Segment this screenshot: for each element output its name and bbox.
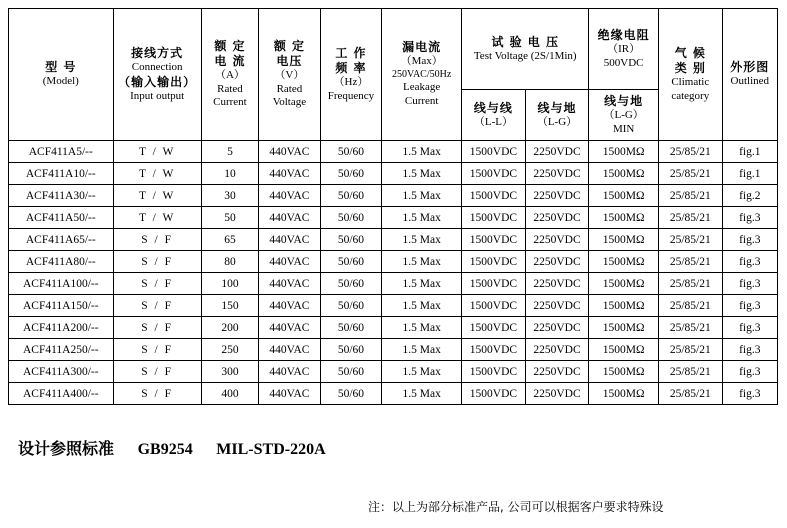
cell-climatic-category: 25/85/21 [659,317,723,339]
standard-mil: MIL-STD-220A [216,441,326,458]
cell-rated-voltage: 440VAC [259,339,321,361]
header-frequency-cn2: 频 率 [335,60,367,75]
cell-insulation-resistance: 1500MΩ [589,163,659,185]
cell-rated-voltage: 440VAC [259,251,321,273]
cell-outlined: fig.1 [722,163,777,185]
cell-frequency: 50/60 [320,163,382,185]
cell-test-voltage-ll: 1500VDC [462,273,526,295]
header-insulation-cn2: （IR） [607,42,641,55]
cell-test-voltage-ll: 1500VDC [462,141,526,163]
header-frequency-cn: 工 作 [335,45,367,60]
cell-leakage-current: 1.5 Max [382,141,462,163]
cell-test-voltage-ll: 1500VDC [462,185,526,207]
header-rated-current-cn: 额 定 [214,38,246,53]
header-frequency-unit: （Hz） [333,75,369,88]
header-rated-current-en: Rated [217,82,243,95]
cell-model: ACF411A300/-- [9,361,114,383]
cell-outlined: fig.3 [722,229,777,251]
cell-outlined: fig.3 [722,251,777,273]
cell-frequency: 50/60 [320,229,382,251]
cell-connection: S / F [113,229,201,251]
cell-frequency: 50/60 [320,383,382,405]
design-standard-label: 设计参照标准 [18,439,115,458]
cell-model: ACF411A250/-- [9,339,114,361]
cell-insulation-resistance: 1500MΩ [589,295,659,317]
header-ir-lg-en: （L-G） [603,108,644,121]
cell-frequency: 50/60 [320,251,382,273]
cell-climatic-category: 25/85/21 [659,361,723,383]
header-rated-voltage [259,9,321,141]
cell-test-voltage-lg: 2250VDC [525,295,589,317]
cell-leakage-current: 1.5 Max [382,273,462,295]
header-leakage-cn: 漏电流 [402,40,442,55]
header-insulation-lg [589,90,659,141]
cell-connection: T / W [113,141,201,163]
cell-climatic-category: 25/85/21 [659,295,723,317]
cell-climatic-category: 25/85/21 [659,185,723,207]
cell-rated-current: 65 [201,229,258,251]
header-outlined [722,9,777,141]
header-leakage-en2: Current [404,95,439,108]
table-row [9,163,778,185]
header-test-voltage-lg [525,90,589,141]
header-rated-voltage-en: Rated [276,82,303,95]
table-row [9,361,778,383]
cell-rated-voltage: 440VAC [259,207,321,229]
table-row [9,141,778,163]
table-body [9,141,778,405]
cell-outlined: fig.3 [722,339,777,361]
header-climatic-category [659,9,723,141]
header-leakage-current [382,9,462,141]
cell-test-voltage-lg: 2250VDC [525,185,589,207]
cell-connection: T / W [113,185,201,207]
cell-climatic-category: 25/85/21 [659,251,723,273]
cell-test-voltage-lg: 2250VDC [525,317,589,339]
cell-climatic-category: 25/85/21 [659,163,723,185]
cell-rated-current: 50 [201,207,258,229]
cell-outlined: fig.2 [722,185,777,207]
cell-rated-current: 80 [201,251,258,273]
cell-test-voltage-lg: 2250VDC [525,383,589,405]
cell-test-voltage-ll: 1500VDC [462,383,526,405]
cell-rated-current: 10 [201,163,258,185]
header-rated-voltage-cn2: 电压 [276,53,303,68]
cell-test-voltage-lg: 2250VDC [525,229,589,251]
cell-leakage-current: 1.5 Max [382,229,462,251]
cell-outlined: fig.3 [722,207,777,229]
cell-outlined: fig.1 [722,141,777,163]
cell-test-voltage-lg: 2250VDC [525,273,589,295]
header-ir-min: MIN [612,122,635,135]
cell-connection: S / F [113,251,201,273]
cell-frequency: 50/60 [320,207,382,229]
cell-model: ACF411A400/-- [9,383,114,405]
cell-model: ACF411A150/-- [9,295,114,317]
header-climatic-cn2: 类 别 [674,60,706,75]
cell-test-voltage-ll: 1500VDC [462,251,526,273]
header-rated-voltage-cn: 额 定 [273,38,305,53]
cell-rated-voltage: 440VAC [259,141,321,163]
cell-test-voltage-ll: 1500VDC [462,229,526,251]
cell-outlined: fig.3 [722,295,777,317]
table-row [9,273,778,295]
cell-climatic-category: 25/85/21 [659,229,723,251]
header-lg-en: （L-G） [536,115,578,128]
header-model-en: (Model) [42,75,79,88]
header-row-top [9,9,778,90]
cell-insulation-resistance: 1500MΩ [589,317,659,339]
cell-rated-current: 30 [201,185,258,207]
table-row [9,317,778,339]
cell-outlined: fig.3 [722,273,777,295]
cell-climatic-category: 25/85/21 [659,339,723,361]
cell-test-voltage-ll: 1500VDC [462,207,526,229]
cell-model: ACF411A100/-- [9,273,114,295]
header-outlined-en: Outlined [730,75,770,88]
cell-rated-voltage: 440VAC [259,383,321,405]
header-connection-cn: 接线方式 [131,45,184,60]
cell-climatic-category: 25/85/21 [659,383,723,405]
table-row [9,383,778,405]
cell-leakage-current: 1.5 Max [382,339,462,361]
cell-test-voltage-ll: 1500VDC [462,295,526,317]
header-model-cn: 型 号 [45,60,77,75]
cell-leakage-current: 1.5 Max [382,251,462,273]
cell-model: ACF411A30/-- [9,185,114,207]
cell-test-voltage-ll: 1500VDC [462,361,526,383]
cell-outlined: fig.3 [722,383,777,405]
cell-model: ACF411A50/-- [9,207,114,229]
cell-frequency: 50/60 [320,185,382,207]
cell-rated-current: 300 [201,361,258,383]
header-frequency-en: Frequency [327,89,375,102]
standard-gb: GB9254 [137,441,193,458]
cell-insulation-resistance: 1500MΩ [589,207,659,229]
cell-connection: S / F [113,339,201,361]
cell-model: ACF411A200/-- [9,317,114,339]
specification-table [8,8,778,405]
cell-leakage-current: 1.5 Max [382,295,462,317]
cell-leakage-current: 1.5 Max [382,317,462,339]
header-climatic-cn: 气 候 [674,45,706,60]
header-insulation-group [589,9,659,90]
table-row [9,185,778,207]
cell-rated-voltage: 440VAC [259,229,321,251]
cell-frequency: 50/60 [320,141,382,163]
table-row [9,229,778,251]
header-model [9,9,114,141]
cell-leakage-current: 1.5 Max [382,361,462,383]
cell-insulation-resistance: 1500MΩ [589,361,659,383]
header-insulation-cn: 绝缘电阻 [597,27,650,42]
cell-rated-voltage: 440VAC [259,317,321,339]
cell-rated-current: 200 [201,317,258,339]
cell-insulation-resistance: 1500MΩ [589,141,659,163]
cell-climatic-category: 25/85/21 [659,141,723,163]
cell-frequency: 50/60 [320,339,382,361]
header-ll-en: （L-L） [473,115,513,128]
cell-model: ACF411A5/-- [9,141,114,163]
cell-rated-voltage: 440VAC [259,185,321,207]
header-outlined-cn: 外形图 [730,60,770,75]
cell-test-voltage-lg: 2250VDC [525,361,589,383]
table-header [9,9,778,141]
cell-frequency: 50/60 [320,317,382,339]
cell-insulation-resistance: 1500MΩ [589,251,659,273]
cell-outlined: fig.3 [722,361,777,383]
cell-connection: T / W [113,207,201,229]
cell-rated-current: 100 [201,273,258,295]
cell-insulation-resistance: 1500MΩ [589,383,659,405]
cell-test-voltage-lg: 2250VDC [525,339,589,361]
cell-connection: S / F [113,273,201,295]
cell-rated-voltage: 440VAC [259,163,321,185]
cell-climatic-category: 25/85/21 [659,273,723,295]
cell-frequency: 50/60 [320,273,382,295]
cell-leakage-current: 1.5 Max [382,207,462,229]
header-connection-cn2: （输入输出） [118,74,197,89]
header-rated-voltage-en2: Voltage [272,96,307,109]
cell-outlined: fig.3 [722,317,777,339]
cell-connection: S / F [113,383,201,405]
cell-test-voltage-ll: 1500VDC [462,163,526,185]
cell-insulation-resistance: 1500MΩ [589,185,659,207]
cell-model: ACF411A10/-- [9,163,114,185]
cell-leakage-current: 1.5 Max [382,383,462,405]
cell-frequency: 50/60 [320,295,382,317]
cell-connection: T / W [113,163,201,185]
cell-climatic-category: 25/85/21 [659,207,723,229]
header-frequency [320,9,382,141]
header-rated-current [201,9,258,141]
header-rated-current-cn2: 电 流 [214,53,246,68]
cell-insulation-resistance: 1500MΩ [589,273,659,295]
header-rated-current-en2: Current [213,96,247,109]
cell-rated-voltage: 440VAC [259,295,321,317]
header-connection-en2: Input output [130,89,185,102]
footnote: 注：以上为部分标准产品, 公司可以根据客户要求特殊设 [368,500,664,514]
table-row [9,339,778,361]
cell-test-voltage-ll: 1500VDC [462,339,526,361]
header-leakage-en: Leakage [403,81,441,94]
cell-rated-voltage: 440VAC [259,361,321,383]
header-leakage-condition: 250VAC/50Hz [392,68,452,80]
table-row [9,207,778,229]
cell-test-voltage-lg: 2250VDC [525,141,589,163]
cell-test-voltage-lg: 2250VDC [525,163,589,185]
cell-test-voltage-ll: 1500VDC [462,317,526,339]
cell-rated-current: 250 [201,339,258,361]
table-row [9,295,778,317]
table-row [9,251,778,273]
cell-connection: S / F [113,317,201,339]
header-lg-cn: 线与地 [537,100,577,115]
header-connection-en: Connection [131,60,183,73]
header-rated-current-unit: （A） [214,68,245,81]
header-climatic-en: Climatic [671,75,710,88]
cell-frequency: 50/60 [320,361,382,383]
cell-test-voltage-lg: 2250VDC [525,207,589,229]
header-test-voltage-cn: 试 验 电 压 [491,34,559,49]
spec-sheet-page [0,8,787,528]
cell-connection: S / F [113,361,201,383]
cell-insulation-resistance: 1500MΩ [589,339,659,361]
design-standard-line [18,436,326,459]
header-leakage-unit: （Max） [400,55,443,68]
header-test-voltage-ll [462,90,526,141]
header-ir-lg-cn: 线与地 [604,93,644,108]
header-rated-voltage-unit: （V） [274,68,305,81]
header-climatic-en2: category [671,89,710,102]
header-ll-cn: 线与线 [473,100,513,115]
cell-insulation-resistance: 1500MΩ [589,229,659,251]
cell-rated-current: 400 [201,383,258,405]
cell-test-voltage-lg: 2250VDC [525,251,589,273]
header-insulation-value: 500VDC [603,56,644,69]
header-connection [113,9,201,141]
cell-leakage-current: 1.5 Max [382,185,462,207]
cell-model: ACF411A65/-- [9,229,114,251]
cell-leakage-current: 1.5 Max [382,163,462,185]
header-test-voltage-group [462,9,589,90]
cell-model: ACF411A80/-- [9,251,114,273]
cell-rated-voltage: 440VAC [259,273,321,295]
cell-connection: S / F [113,295,201,317]
cell-rated-current: 150 [201,295,258,317]
cell-rated-current: 5 [201,141,258,163]
header-test-voltage-en: Test Voltage (2S/1Min) [473,49,577,62]
